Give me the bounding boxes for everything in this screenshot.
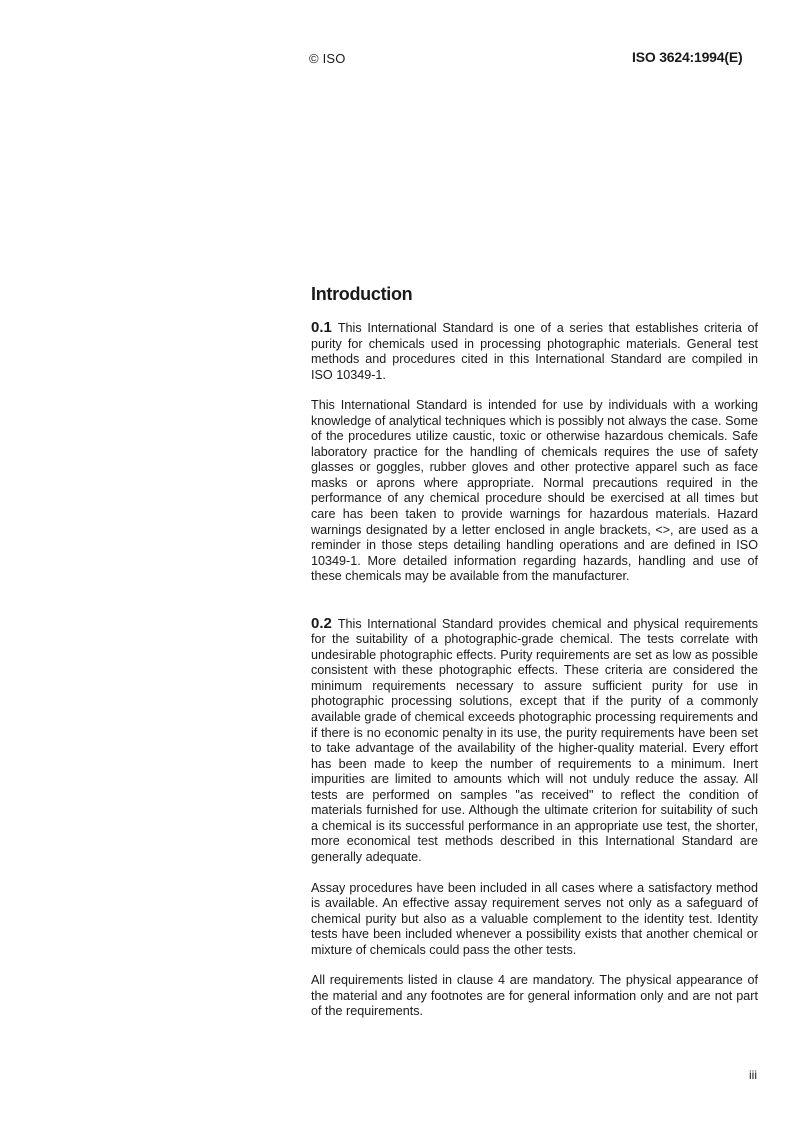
- clause-number-0-2: 0.2: [311, 614, 332, 632]
- section-title: Introduction: [311, 284, 413, 304]
- copyright-notice: © ISO: [309, 51, 346, 66]
- standard-identifier: ISO 3624:1994(E): [632, 49, 743, 65]
- page-number: iii: [749, 1068, 757, 1082]
- paragraph-0-1-b: This International Standard is intended for use by individuals with a working knowledge of analytical techniques which is possibly not always the case. Some of the procedures utilize caustic, toxic or otherwise hazardous chemicals. Safe laboratory practice for the handling of chemicals requires the use of safety glasses or goggles, rubber gloves and other protective apparel such as face masks or aprons where appropriate. Normal precautions required in the performance of any chemical procedure should be exercised at all times but care has been taken to provide warnings for hazardous materials. Hazard warnings designated by a letter enclosed in angle brackets, <>, are used as a reminder in those steps detailing handling operations and are defined in ISO 10349-1. More detailed information regarding hazards, handling and use of these chemicals may be available from the manufacturer.: [311, 398, 758, 584]
- paragraph-0-2-b: Assay procedures have been included in all cases where a satisfactory method is available. An effective assay requirement serves not only as a safeguard of chemical purity but also as a valuable complement to the identity test. Identity tests have been included whenever a possibility exists that another chemical or mixture of chemicals could pass the other tests.: [311, 880, 758, 957]
- paragraph-0-2-a: [311, 616, 758, 866]
- paragraph-0-1-a: [311, 320, 758, 383]
- paragraph-text: This International Standard is one of a series that establishes criteria of purity for chemicals used in processing photographic materials. General test methods and procedures cited in this International Standard are compiled in ISO 10349-1.: [311, 321, 758, 382]
- clause-number-0-1: 0.1: [311, 319, 332, 336]
- paragraph-text: This International Standard provides chemical and physical requirements for the suitability of a photographic-grade chemical. The tests correlate with undesirable photographic effects. Purity requirements are set as low as possible consistent with these photographic effects. These criteria are considered the minimum requirements necessary to assure sufficient purity for use in photographic processing solutions, except that if the purity of a commonly available grade of chemical exceeds photographic processing requirements and if there is no economic penalty in its use, the purity requirements have been set to take advantage of the availability of the higher-quality material. Every effort has been made to keep the number of requirements to a minimum. Inert impurities are limited to amounts which will not unduly reduce the assay. All tests are performed on samples "as received" to reflect the condition of materials furnished for use. Although the ultimate criterion for suitability of such a chemical is its successful performance in an appropriate use test, the shorter, more economical test methods described in this International Standard are generally adequate.: [311, 616, 758, 864]
- document-body: [311, 284, 758, 1020]
- paragraph-0-2-c: All requirements listed in clause 4 are mandatory. The physical appearance of the material and any footnotes are for general information only and are not part of the requirements.: [311, 973, 758, 1019]
